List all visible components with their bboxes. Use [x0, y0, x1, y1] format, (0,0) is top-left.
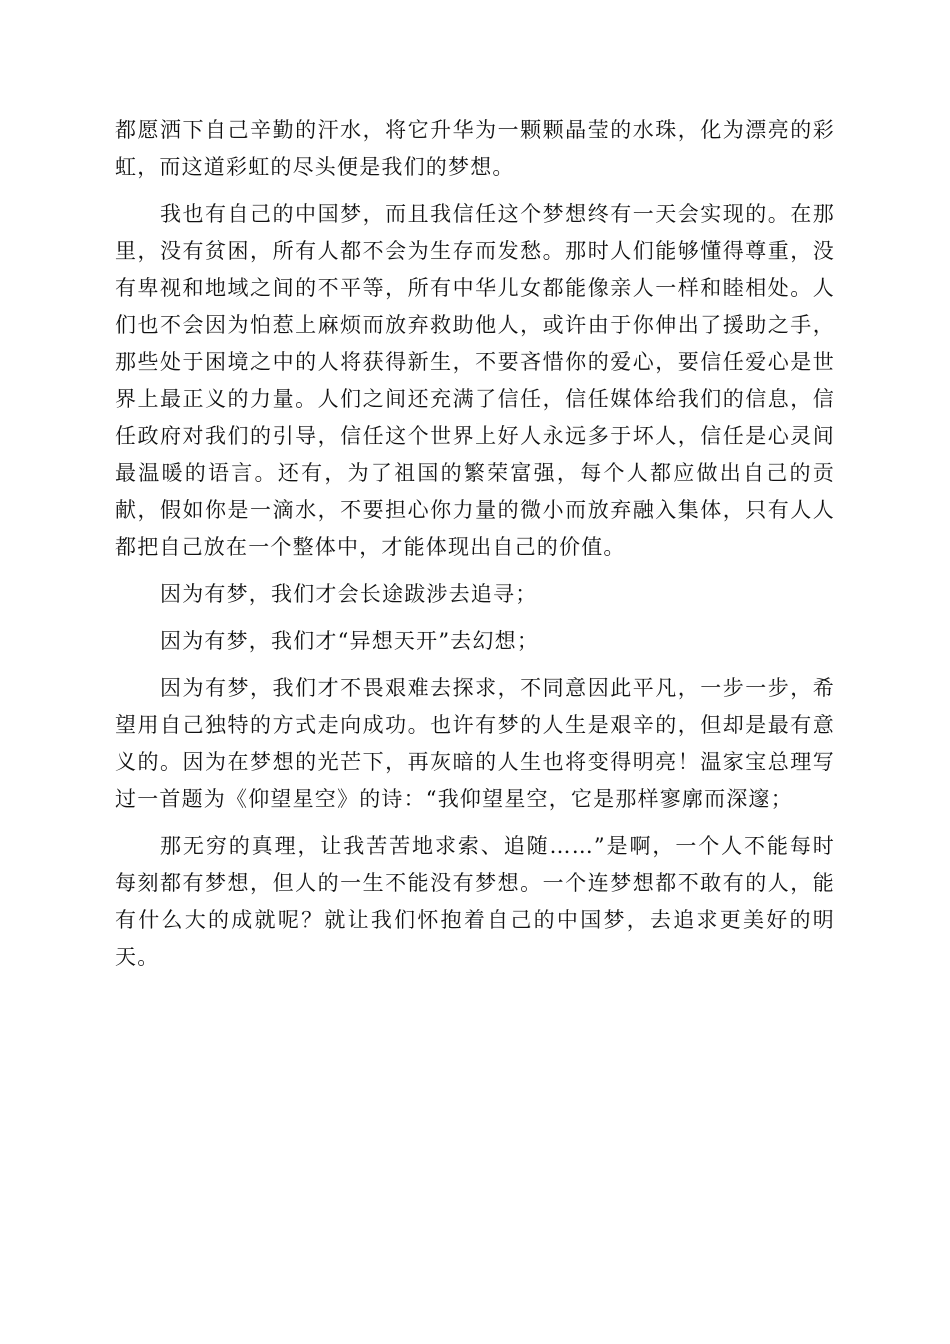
paragraph-2: 我也有自己的中国梦，而且我信任这个梦想终有一天会实现的。在那里，没有贫困，所有人都不会为生存而发愁。那时人们能够懂得尊重，没有卑视和地域之间的不平等，所有中华儿女都能像亲人一样和睦相处。人们也不会因为怕惹上麻烦而放弃救助他人，或许由于你伸出了援助之手，那些处于困境之中的人将获得新生，不要吝惜你的爱心，要信任爱心是世界上最正义的力量。人们之间还充满了信任，信任媒体给我们的信息，信任政府对我们的引导，信任这个世界上好人永远多于坏人，信任是心灵间最温暖的语言。还有，为了祖国的繁荣富强，每个人都应做出自己的贡献，假如你是一滴水，不要担心你力量的微小而放弃融入集体，只有人人都把自己放在一个整体中，才能体现出自己的价值。 [115, 202, 835, 559]
document-body [115, 112, 835, 986]
paragraph-1: 都愿洒下自己辛勤的汗水，将它升华为一颗颗晶莹的水珠，化为漂亮的彩虹，而这道彩虹的尽头便是我们的梦想。 [115, 118, 835, 179]
paragraph-4: 因为有梦，我们才“异想天开”去幻想； [160, 629, 540, 653]
paragraph-5: 因为有梦，我们才不畏艰难去探求，不同意因此平凡，一步一步，希望用自己独特的方式走向成功。也许有梦的人生是艰辛的，但却是最有意义的。因为在梦想的光芒下，再灰暗的人生也将变得明亮！温家宝总理写过一首题为《仰望星空》的诗：“我仰望星空，它是那样寥廓而深邃； [115, 676, 835, 811]
paragraph-6: 那无穷的真理，让我苦苦地求索、追随……”是啊，一个人不能每时每刻都有梦想，但人的一生不能没有梦想。一个连梦想都不敢有的人，能有什么大的成就呢？就让我们怀抱着自己的中国梦，去追求更美好的明天。 [115, 834, 835, 969]
paragraph-3: 因为有梦，我们才会长途跋涉去追寻； [160, 582, 538, 606]
